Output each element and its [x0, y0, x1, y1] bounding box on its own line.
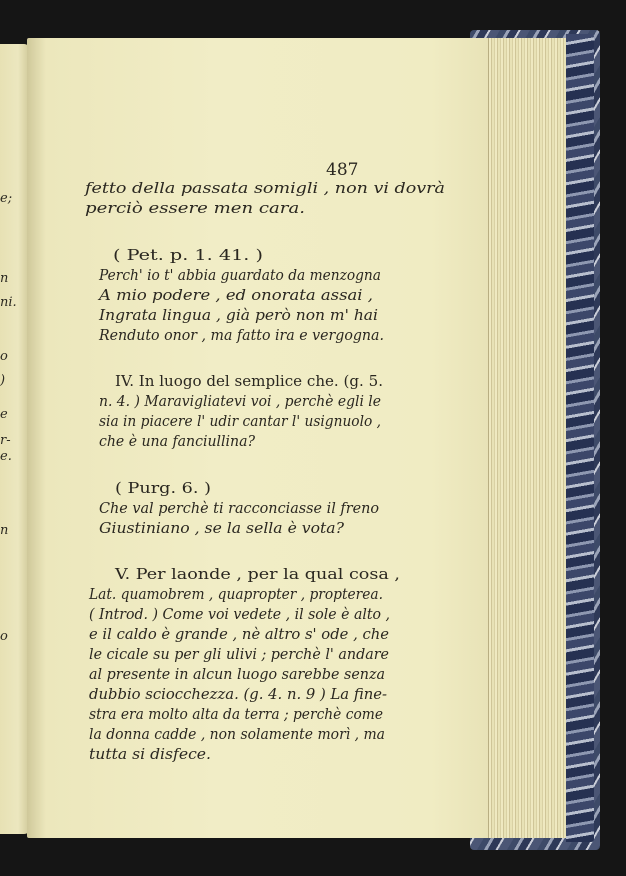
left-page-fragment: r-: [0, 433, 11, 448]
page-number: 487: [326, 160, 359, 180]
page-edges: [488, 38, 571, 838]
text-line: A mio podere , ed onorata assai ,: [99, 286, 373, 304]
text-line: fetto della passata somigli , non vi dovrà: [85, 179, 445, 197]
text-line: Lat. quamobrem , quapropter , propterea.: [89, 585, 383, 603]
text-line: Ingrata lingua , già però non m' hai: [99, 306, 378, 324]
text-line: stra era molto alta da terra ; perchè come: [89, 705, 383, 723]
text-line: Perch' io t' abbia guardato da menzogna: [99, 266, 381, 284]
left-page-fragment: e: [0, 407, 8, 422]
text-line: ( Introd. ) Come voi vedete , il sole è alto ,: [89, 605, 390, 623]
text-line: al presente in alcun luogo sarebbe senza: [89, 665, 385, 683]
text-line: n. 4. ) Maravigliatevi voi , perchè egli le: [99, 392, 381, 410]
text-line: la donna cadde , non solamente morì , ma: [89, 725, 385, 743]
left-page: [0, 44, 30, 834]
left-page-fragment: ): [0, 373, 6, 388]
left-page-fragment: o: [0, 629, 8, 644]
text-line: perciò essere men cara.: [85, 199, 305, 217]
text-line: le cicale su per gli ulivi ; perchè l' andare: [89, 645, 389, 663]
text-line: Giustiniano , se la sella è vota?: [99, 519, 344, 537]
text-line: sia in piacere l' udir cantar l' usignuolo ,: [99, 412, 381, 430]
left-page-fragment: e.: [0, 449, 12, 464]
text-line: ( Pet. p. 1. 41. ): [113, 246, 263, 264]
text-line: tutta si disfece.: [89, 745, 211, 763]
book-board: [566, 34, 594, 842]
text-line: che è una fanciullina?: [99, 432, 255, 450]
left-page-fragment: o: [0, 349, 8, 364]
text-line: ( Purg. 6. ): [115, 479, 211, 497]
left-page-fragment: n: [0, 271, 9, 286]
left-page-fragment: e;: [0, 191, 13, 206]
text-line: dubbio sciocchezza. (g. 4. n. 9 ) La fine-: [89, 685, 387, 703]
text-line: Che val perchè ti racconciasse il freno: [99, 499, 379, 517]
text-line: Renduto onor , ma fatto ira e vergogna.: [99, 326, 384, 344]
left-page-fragment: n: [0, 523, 9, 538]
text-line: V. Per laonde , per la qual cosa ,: [115, 565, 400, 583]
text-line: e il caldo è grande , nè altro s' ode , che: [89, 625, 389, 643]
left-page-fragment: ni.: [0, 295, 17, 310]
text-line: IV. In luogo del semplice che. (g. 5.: [115, 372, 383, 390]
